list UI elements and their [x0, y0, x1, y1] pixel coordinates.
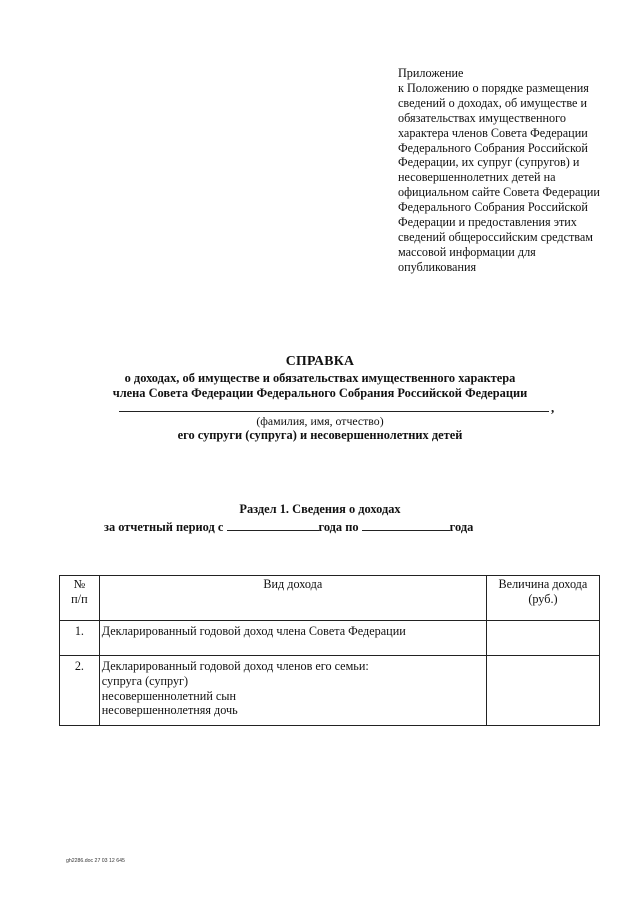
header-num-line: п/п: [71, 591, 88, 606]
row-value-cell[interactable]: [486, 656, 599, 726]
appendix-block: [398, 66, 630, 275]
table-row: [60, 656, 600, 726]
table-row: [60, 621, 600, 656]
appendix-line: обязательствах имущественного: [398, 110, 566, 125]
appendix-line: Приложение: [398, 66, 464, 80]
row-kind-line: Декларированный годовой доход членов его семьи:: [101, 659, 369, 673]
header-value: [486, 576, 599, 621]
row-value-cell[interactable]: [486, 621, 599, 656]
period-suffix: года: [449, 520, 474, 534]
spouse-children-line: его супруги (супруга) и несовершеннолетних детей: [177, 428, 463, 442]
period-end-blank[interactable]: [362, 518, 450, 531]
document-subtitle-line-1: о доходах, об имуществе и обязательствах имущественного характера: [124, 371, 516, 385]
appendix-line: Федерального Собрания Российской: [398, 140, 588, 155]
appendix-line: массовой информации для: [398, 244, 536, 259]
document-title: СПРАВКА: [285, 353, 355, 368]
header-num: [60, 576, 100, 621]
section-1-title: Раздел 1. Сведения о доходах: [239, 502, 401, 516]
reporting-period: [104, 518, 473, 535]
row-kind-line: несовершеннолетняя дочь: [101, 703, 238, 718]
fio-fill-line[interactable]: [119, 411, 549, 412]
period-start-blank[interactable]: [227, 518, 319, 531]
header-value-line: (руб.): [528, 591, 558, 606]
appendix-line: к Положению о порядке размещения: [398, 80, 589, 95]
header-value-line: Величина дохода: [498, 577, 588, 591]
appendix-line: Федерации и предоставления этих: [398, 215, 577, 230]
row-kind-line: несовершеннолетний сын: [101, 688, 237, 703]
appendix-line: официальном сайте Совета Федерации: [398, 185, 600, 200]
document-code: gh2286.doc 27 03 12 645: [66, 858, 125, 864]
appendix-line: несовершеннолетних детей на: [398, 170, 556, 185]
header-num-line: №: [73, 577, 86, 591]
fio-comma: ,: [551, 400, 555, 415]
row-kind: [99, 656, 486, 726]
appendix-line: Федерации, их супруг (супругов) и: [398, 155, 580, 170]
row-kind: [99, 621, 486, 656]
appendix-line: характера членов Совета Федерации: [398, 125, 588, 140]
income-table: [59, 575, 600, 726]
row-kind-line: супруга (супруг): [101, 673, 189, 688]
fio-label: (фамилия, имя, отчество): [256, 414, 384, 428]
document-subtitle-line-2: члена Совета Федерации Федерального Собрания Российской Федерации: [112, 386, 528, 400]
header-kind: Вид дохода: [99, 576, 486, 621]
appendix-line: опубликования: [398, 259, 477, 274]
appendix-line: сведений общероссийским средствам: [398, 229, 594, 244]
appendix-line: Федерального Собрания Российской: [398, 200, 588, 215]
period-prefix: за отчетный период с: [104, 520, 224, 534]
period-mid: года по: [318, 520, 359, 534]
row-kind-line: Декларированный годовой доход члена Совета Федерации: [101, 624, 406, 638]
row-num: 2.: [60, 656, 100, 726]
table-header-row: [60, 576, 600, 621]
appendix-line: сведений о доходах, об имуществе и: [398, 95, 588, 110]
row-num: 1.: [60, 621, 100, 656]
